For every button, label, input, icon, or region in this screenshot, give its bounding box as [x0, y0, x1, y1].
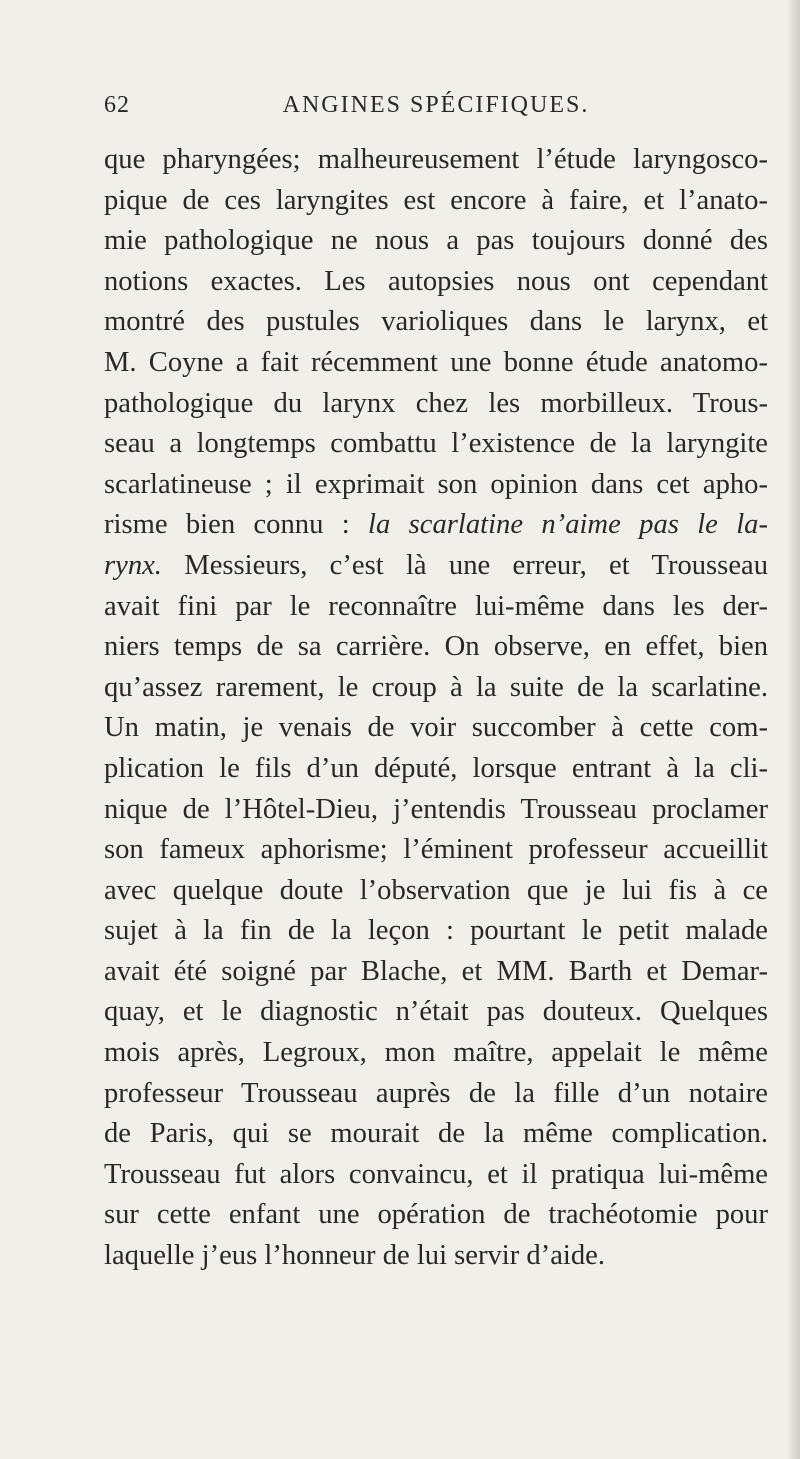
text-line: avait fini par le reconnaître lui-même dans les der-: [104, 590, 768, 622]
text-line: montré des pustules varioliques dans le larynx, et: [104, 306, 768, 338]
text-line: laquelle j’eus l’honneur de lui servir d’aide.: [104, 1240, 606, 1272]
text-line: pathologique du larynx chez les morbilleux. Trous-: [104, 387, 768, 419]
text-line: sur cette enfant une opération de trachéotomie pour: [104, 1199, 768, 1231]
text-line: Trousseau fut alors convaincu, et il pratiqua lui-même: [104, 1158, 768, 1190]
text-line: M. Coyne a fait récemment une bonne étude anatomo-: [104, 346, 768, 378]
text-line: avait été soigné par Blache, et MM. Barth et Demar-: [104, 955, 768, 987]
text-line: [104, 546, 768, 587]
text-line: seau a longtemps combattu l’existence de la laryngite: [104, 428, 768, 460]
running-title: ANGINES SPÉCIFIQUES.: [282, 92, 590, 118]
text-line: avec quelque doute l’observation que je lui fis à ce: [104, 874, 768, 906]
page-number: 62: [104, 92, 130, 118]
text-line: nique de l’Hôtel-Dieu, j’entendis Trousseau proclamer: [104, 793, 768, 825]
text-line: son fameux aphorisme; l’éminent professeur accueillit: [104, 834, 768, 866]
text-segment: risme bien connu :: [104, 509, 369, 541]
running-head: [104, 92, 768, 122]
text-line: Un matin, je venais de voir succomber à cette com-: [104, 712, 768, 744]
text-line: que pharyngées; malheureusement l’étude laryngosco-: [104, 144, 768, 175]
text-line: de Paris, qui se mourait de la même complication.: [104, 1118, 768, 1150]
text-line: qu’assez rarement, le croup à la suite de la scarlatine.: [104, 671, 768, 703]
text-line: niers temps de sa carrière. On observe, en effet, bien: [104, 631, 768, 663]
text-line: professeur Trousseau auprès de la fille d’un notaire: [104, 1077, 768, 1109]
quotation-italic: rynx.: [104, 549, 162, 581]
text-line: [104, 505, 768, 546]
text-line: sujet à la fin de la leçon : pourtant le petit malade: [104, 915, 768, 947]
text-line: mois après, Legroux, mon maître, appelait le même: [104, 1037, 768, 1069]
text-line: mie pathologique ne nous a pas toujours donné des: [104, 225, 768, 257]
text-segment: Messieurs, c’est là une erreur, et Trousseau: [161, 549, 768, 581]
body-paragraph: [104, 140, 768, 1277]
quotation-italic: la scarlatine n’aime pas le la-: [368, 509, 768, 541]
text-line: quay, et le diagnostic n’était pas douteux. Quelques: [104, 996, 768, 1028]
text-line: pique de ces laryngites est encore à faire, et l’anato-: [104, 184, 768, 216]
text-line: scarlatineuse ; il exprimait son opinion dans cet apho-: [104, 468, 768, 500]
text-line: plication le fils d’un député, lorsque entrant à la cli-: [104, 752, 768, 784]
text-line: notions exactes. Les autopsies nous ont cependant: [104, 265, 768, 297]
page-edge-shadow: [786, 0, 800, 1459]
